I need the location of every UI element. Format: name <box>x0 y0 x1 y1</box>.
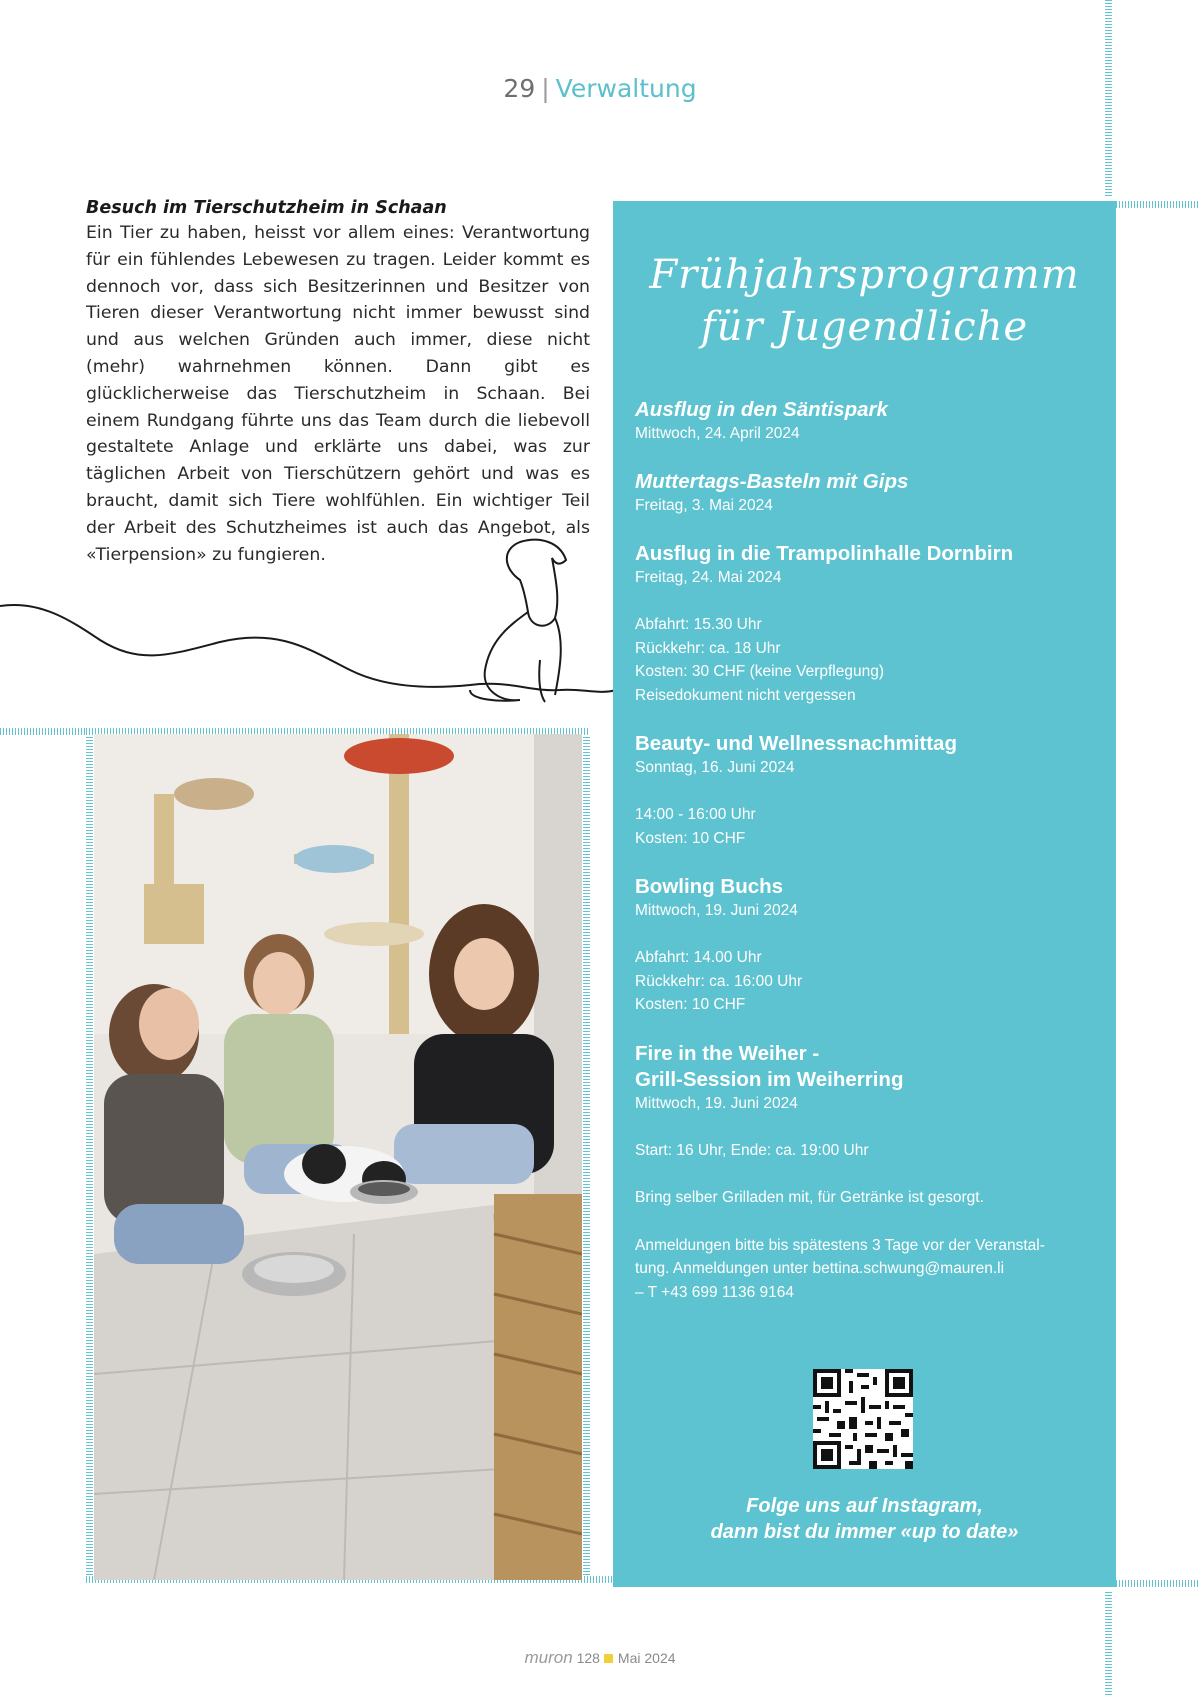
photo-girls-with-cat <box>94 734 582 1580</box>
event-details <box>635 613 1095 707</box>
instagram-call-to-action <box>613 1493 1116 1545</box>
event-list <box>635 397 1095 1328</box>
event-detail: Kosten: 30 CHF (keine Verpflegung) <box>635 663 884 680</box>
event-item <box>635 1041 1095 1305</box>
article-title: Besuch im Tierschutzheim in Schaan <box>86 198 447 218</box>
page-footer <box>0 1648 1200 1668</box>
event-detail: 14:00 - 16:00 Uhr <box>635 806 756 823</box>
event-detail: Kosten: 10 CHF <box>635 829 746 847</box>
registration-phone: – T +43 699 1136 9164 <box>635 1283 795 1301</box>
event-bring: Bring selber Grilladen mit, für Getränke ist gesorgt. <box>635 1189 984 1206</box>
panel-title-line2: für Jugendliche <box>700 304 1029 350</box>
registration-line: tung. Anmeldungen unter bettina.schwung@mauren.li <box>635 1260 1005 1277</box>
event-detail: Rückkehr: ca. 16:00 Uhr <box>635 972 803 990</box>
event-details <box>635 803 1095 850</box>
decorative-stripe <box>1105 0 1112 196</box>
header-separator: | <box>541 74 550 103</box>
event-name: Ausflug in die Trampolinhalle Dornbirn <box>635 542 1014 565</box>
footer-date: Mai 2024 <box>617 1650 676 1666</box>
event-date: Freitag, 24. Mai 2024 <box>635 569 782 586</box>
event-name: Ausflug in den Säntispark <box>635 398 888 421</box>
decorative-stripe <box>1116 201 1200 208</box>
event-date: Mittwoch, 19. Juni 2024 <box>635 1094 798 1112</box>
event-detail: Abfahrt: 15.30 Uhr <box>635 616 762 633</box>
event-name: Bowling Buchs <box>635 875 784 898</box>
program-panel <box>613 201 1116 1587</box>
event-item <box>635 874 1095 1017</box>
footer-issue: 128 <box>576 1650 600 1666</box>
section-title: Verwaltung <box>555 74 697 103</box>
page-number: 29 <box>503 74 536 103</box>
event-detail: Reisedokument nicht vergessen <box>635 686 856 704</box>
footer-brand: muron <box>524 1648 573 1667</box>
instagram-line: dann bist du immer «up to date» <box>710 1521 1019 1543</box>
event-item <box>635 731 1095 850</box>
dog-line-drawing <box>0 530 620 730</box>
article <box>86 196 590 568</box>
event-name-line1: Fire in the Weiher - <box>635 1041 820 1065</box>
event-date: Freitag, 3. Mai 2024 <box>635 497 773 514</box>
event-name: Muttertags-Basteln mit Gips <box>635 470 909 493</box>
event-name: Beauty- und Wellnessnachmittag <box>635 732 957 755</box>
event-date: Mittwoch, 19. Juni 2024 <box>635 902 798 919</box>
event-start: Start: 16 Uhr, Ende: ca. 19:00 Uhr <box>635 1141 869 1159</box>
photo-illustration <box>94 734 582 1580</box>
instagram-qr-code <box>813 1369 913 1469</box>
instagram-line: Folge uns auf Instagram, <box>746 1495 983 1517</box>
decorative-stripe <box>1116 1580 1200 1587</box>
registration-line: Anmeldungen bitte bis spätestens 3 Tage vor der Veranstal- <box>635 1236 1045 1254</box>
event-date: Sonntag, 16. Juni 2024 <box>635 759 795 776</box>
event-name-line2: Grill-Session im Weiherring <box>635 1067 904 1091</box>
event-detail: Rückkehr: ca. 18 Uhr <box>635 639 781 657</box>
event-item <box>635 469 1095 517</box>
footer-square-icon <box>604 1654 613 1663</box>
page-header <box>0 74 1200 103</box>
panel-title-line1: Frühjahrsprogramm <box>649 252 1080 298</box>
article-body: Ein Tier zu haben, heisst vor allem eines: Verantwortung für ein fühlendes Lebewesen zu tragen. Leider kommt es dennoch vor, dass sich Besitzerinnen und Besitzer von Tieren dieser Verantwortung nicht immer bewusst sind und aus welchen Gründen auch immer, diese nicht (mehr) wahrnehmen können. Dann gibt es glücklicherweise das Tierschutzheim in Schaan. Bei einem Rundgang führte uns das Team durch die liebevoll gestaltete Anlage und erklärte uns dabei, was zur täglichen Arbeit von Tierschützern gehört und was es braucht, damit sich Tiere wohlfühlen. Ein wichtiger Teil der Arbeit des Schutzheimes ist auch das Angebot, als «Tierpension» zu fungieren. <box>86 223 590 565</box>
event-item <box>635 541 1095 707</box>
event-detail: Abfahrt: 14.00 Uhr <box>635 949 762 966</box>
event-date: Mittwoch, 24. April 2024 <box>635 425 800 442</box>
registration-info <box>635 1234 1095 1305</box>
event-detail: Kosten: 10 CHF <box>635 996 746 1013</box>
panel-title <box>613 249 1116 353</box>
decorative-stripe <box>1105 1592 1112 1697</box>
event-item <box>635 397 1095 445</box>
event-details <box>635 946 1095 1017</box>
